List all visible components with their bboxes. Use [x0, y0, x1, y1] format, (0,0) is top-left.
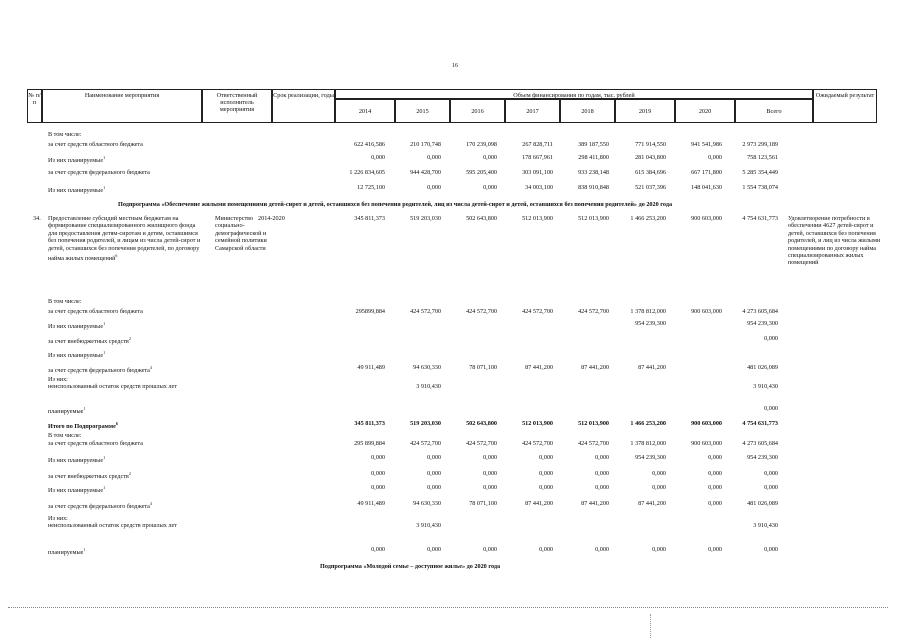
- page-number: 16: [452, 63, 458, 69]
- item-value: 4 754 631,773: [742, 215, 778, 222]
- footnote-marker: 1: [83, 406, 86, 411]
- total-value: 512 013,900: [578, 420, 609, 427]
- row-value: 12 725,100: [357, 184, 385, 191]
- row-label: Из них планируемые$^1$: [48, 185, 106, 195]
- row-value: 148 041,630: [691, 184, 722, 191]
- row-value: 622 416,586: [354, 141, 385, 148]
- row-value: 1 378 812,000: [630, 308, 666, 315]
- row-value: 0,000: [539, 454, 553, 461]
- row-value: 5 285 354,449: [742, 169, 778, 176]
- header-year: 2016: [450, 99, 505, 123]
- row-value: 0,000: [652, 470, 666, 477]
- row-label: планируемые$^1$: [48, 406, 86, 416]
- total-value: 4 754 631,773: [742, 420, 778, 427]
- row-value: 87 441,200: [581, 500, 609, 507]
- footnote-marker: 1: [83, 547, 86, 552]
- footnote-marker: 6: [115, 421, 118, 426]
- row-value: 933 238,148: [578, 169, 609, 176]
- header-year: 2015: [395, 99, 450, 123]
- item-result: Удовлетворение потребности в обеспечении 4627 детей-сирот и детей, оставшихся без попечения родителей, и лиц из числа жилыми помещениями по договору найма специализированных жилых помещений: [788, 215, 881, 267]
- row-value: 0,000: [708, 546, 722, 553]
- header-name: Наименование мероприятия: [42, 89, 202, 123]
- row-value: 4 273 605,684: [742, 308, 778, 315]
- row-label: Из них:: [48, 376, 68, 383]
- row-value: 481 026,089: [747, 500, 778, 507]
- row-value: 3 910,430: [753, 383, 778, 390]
- row-value: 0,000: [652, 546, 666, 553]
- row-value: 0,000: [708, 500, 722, 507]
- item-value: 512 013,900: [522, 215, 553, 222]
- header-year: 2018: [560, 99, 615, 123]
- row-value: 0,000: [764, 405, 778, 412]
- row-value: 0,000: [371, 470, 385, 477]
- row-value: 49 911,489: [357, 364, 385, 371]
- row-value: 0,000: [483, 184, 497, 191]
- item-period: 2014-2020: [258, 215, 285, 222]
- row-value: 0,000: [483, 454, 497, 461]
- row-value: 87 441,200: [638, 364, 666, 371]
- row-value: 178 667,961: [522, 154, 553, 161]
- header-year: Всего: [735, 99, 813, 123]
- row-label: Из них планируемые$^1$: [48, 350, 106, 360]
- row-label: неиспользованный остаток средств прошлых лет: [48, 522, 177, 529]
- row-label: Из них планируемые$^1$: [48, 485, 106, 495]
- row-value: 0,000: [764, 470, 778, 477]
- row-value: 838 910,848: [578, 184, 609, 191]
- row-label: неиспользованный остаток средств прошлых лет: [48, 383, 177, 390]
- row-value: 0,000: [483, 470, 497, 477]
- row-value: 0,000: [427, 184, 441, 191]
- row-value: 954 239,300: [635, 320, 666, 327]
- row-label: В том числе:: [48, 131, 82, 138]
- row-value: 1 378 812,000: [630, 440, 666, 447]
- row-value: 34 003,100: [525, 184, 553, 191]
- row-value: 3 910,430: [753, 522, 778, 529]
- item-number: 34.: [33, 215, 41, 222]
- footnote-marker: 4: [149, 501, 152, 506]
- row-value: 4 273 605,684: [742, 440, 778, 447]
- total-value: 512 013,900: [522, 420, 553, 427]
- footnote-marker: 1: [103, 155, 106, 160]
- footnote-marker: 1: [103, 321, 106, 326]
- row-value: 1 554 738,074: [742, 184, 778, 191]
- row-value: 0,000: [764, 484, 778, 491]
- row-value: 954 239,300: [747, 320, 778, 327]
- row-value: 424 572,700: [466, 308, 497, 315]
- row-value: 0,000: [539, 484, 553, 491]
- footnote-marker: 1: [103, 485, 106, 490]
- row-value: 0,000: [652, 484, 666, 491]
- footnote-marker: 4: [149, 365, 152, 370]
- header-year: 2017: [505, 99, 560, 123]
- row-value: 78 071,100: [469, 364, 497, 371]
- row-value: 954 239,300: [635, 454, 666, 461]
- row-value: 954 239,300: [747, 454, 778, 461]
- subprogram-title: Подпрограмма «Обеспечение жилыми помещениями детей-сирот и детей, оставшихся без попечения родителей, лиц из числа детей-сирот и детей, оставшихся без попечения родителей» до 2020 года: [118, 201, 673, 208]
- row-value: 424 572,700: [466, 440, 497, 447]
- row-value: 424 572,700: [578, 308, 609, 315]
- row-value: 0,000: [764, 546, 778, 553]
- row-value: 0,000: [708, 470, 722, 477]
- row-value: 0,000: [427, 154, 441, 161]
- total-value: 900 603,000: [691, 420, 722, 427]
- row-value: 295899,884: [355, 308, 385, 315]
- row-value: 771 914,550: [635, 141, 666, 148]
- row-value: 521 037,396: [635, 184, 666, 191]
- subprogram2-title: Подпрограмма «Молодой семье – доступное жилье» до 2020 года: [320, 563, 501, 570]
- row-value: 0,000: [708, 154, 722, 161]
- row-value: 1 226 834,605: [349, 169, 385, 176]
- row-value: 0,000: [764, 335, 778, 342]
- footnote-marker: 1: [103, 185, 106, 190]
- row-value: 0,000: [427, 484, 441, 491]
- item-value: 345 811,373: [354, 215, 385, 222]
- row-value: 170 239,098: [466, 141, 497, 148]
- row-value: 0,000: [595, 546, 609, 553]
- row-value: 424 572,700: [410, 440, 441, 447]
- row-value: 94 630,330: [413, 500, 441, 507]
- row-value: 87 441,200: [525, 364, 553, 371]
- row-value: 0,000: [427, 546, 441, 553]
- header-year: 2019: [615, 99, 675, 123]
- total-value: 519 203,030: [410, 420, 441, 427]
- header-responsible: Ответственный исполнитель мероприятия: [202, 89, 272, 123]
- total-label: Итого по Подпрограмме$^6$: [48, 421, 118, 431]
- header-year: 2014: [335, 99, 395, 123]
- row-value: 595 205,400: [466, 169, 497, 176]
- row-value: 0,000: [371, 454, 385, 461]
- row-value: 0,000: [371, 154, 385, 161]
- row-value: 87 441,200: [525, 500, 553, 507]
- header-num: № п/п: [27, 89, 42, 123]
- row-label: за счет внебюджетных средств$^2$: [48, 336, 131, 346]
- row-value: 94 630,330: [413, 364, 441, 371]
- row-value: 615 384,696: [635, 169, 666, 176]
- row-value: 78 071,100: [469, 500, 497, 507]
- row-value: 0,000: [708, 454, 722, 461]
- row-value: 0,000: [708, 484, 722, 491]
- row-label: за счет средств областного бюджета: [48, 141, 143, 148]
- item-value: 1 466 253,200: [630, 215, 666, 222]
- row-label: Из них планируемые$^1$: [48, 155, 106, 165]
- row-label: планируемые$^1$: [48, 547, 86, 557]
- row-value: 424 572,700: [522, 308, 553, 315]
- row-value: 758 123,561: [747, 154, 778, 161]
- row-label: В том числе:: [48, 432, 82, 439]
- row-value: 424 572,700: [522, 440, 553, 447]
- row-value: 389 187,550: [578, 141, 609, 148]
- dotted-divider-vertical: [650, 614, 653, 638]
- header-funding: Объем финансирования по годам, тыс. рублей: [335, 89, 813, 99]
- row-value: 267 828,711: [522, 141, 553, 148]
- footnote-marker: 1: [103, 455, 106, 460]
- dotted-divider: [8, 607, 888, 611]
- row-value: 2 973 299,189: [742, 141, 778, 148]
- row-label: Из них:: [48, 515, 68, 522]
- header-result: Ожидаемый результат: [813, 89, 877, 123]
- row-value: 87 441,200: [638, 500, 666, 507]
- row-value: 900 603,000: [691, 440, 722, 447]
- row-value: 298 411,800: [578, 154, 609, 161]
- header-year: 2020: [675, 99, 735, 123]
- row-value: 3 910,430: [416, 383, 441, 390]
- row-label: за счет средств федерального бюджета$^4$: [48, 365, 152, 375]
- row-value: 0,000: [483, 546, 497, 553]
- row-value: 87 441,200: [581, 364, 609, 371]
- row-value: 0,000: [595, 484, 609, 491]
- row-label: за счет средств областного бюджета: [48, 440, 143, 447]
- row-value: 0,000: [371, 484, 385, 491]
- item-value: 512 013,900: [578, 215, 609, 222]
- row-value: 0,000: [483, 484, 497, 491]
- item-value: 502 643,800: [466, 215, 497, 222]
- row-label: за счет средств федерального бюджета$^4$: [48, 501, 152, 511]
- total-value: 1 466 253,200: [630, 420, 666, 427]
- header-period: Срок реализации, годы: [272, 89, 335, 123]
- row-value: 0,000: [427, 470, 441, 477]
- row-value: 941 541,986: [691, 141, 722, 148]
- row-value: 0,000: [539, 546, 553, 553]
- row-label: за счет средств федерального бюджета: [48, 169, 150, 176]
- row-value: 0,000: [371, 546, 385, 553]
- row-value: 49 911,489: [357, 500, 385, 507]
- row-value: 281 043,800: [635, 154, 666, 161]
- row-value: 667 171,800: [691, 169, 722, 176]
- row-value: 0,000: [483, 154, 497, 161]
- row-value: 303 091,100: [522, 169, 553, 176]
- row-value: 424 572,700: [410, 308, 441, 315]
- item-value: 900 603,000: [691, 215, 722, 222]
- row-value: 0,000: [595, 454, 609, 461]
- row-label: за счет средств областного бюджета: [48, 308, 143, 315]
- footnote-marker: 6: [115, 253, 118, 259]
- item-value: 519 203,030: [410, 215, 441, 222]
- row-value: 295 899,884: [354, 440, 385, 447]
- footnote-marker: 2: [128, 336, 131, 341]
- row-label: Из них планируемые$^1$: [48, 321, 106, 331]
- footnote-marker: 1: [103, 350, 106, 355]
- item-responsible: Министерство социально-демографической и семейной политики Самарской области: [215, 215, 267, 252]
- total-value: 502 643,800: [466, 420, 497, 427]
- total-value: 345 811,373: [354, 420, 385, 427]
- row-label: В том числе:: [48, 298, 82, 305]
- row-value: 424 572,700: [578, 440, 609, 447]
- row-label: Из них планируемые$^1$: [48, 455, 106, 465]
- row-value: 0,000: [595, 470, 609, 477]
- item-name: Предоставление субсидий местным бюджетам на формирование специализированного жилищного фонда для предоставления детям-сиротам и детям, оставшимся без попечения родителей, и лицам из числа детей-сирот и детей, оставшихся без попечения родителей, по договору найма жилых помещений$^6$: [48, 215, 201, 263]
- row-value: 0,000: [427, 454, 441, 461]
- row-value: 210 170,748: [410, 141, 441, 148]
- footnote-marker: 2: [128, 471, 131, 476]
- row-value: 3 910,430: [416, 522, 441, 529]
- row-value: 900 603,000: [691, 308, 722, 315]
- row-value: 0,000: [539, 470, 553, 477]
- row-value: 481 026,089: [747, 364, 778, 371]
- row-label: за счет внебюджетных средств$^2$: [48, 471, 131, 481]
- row-value: 944 428,700: [410, 169, 441, 176]
